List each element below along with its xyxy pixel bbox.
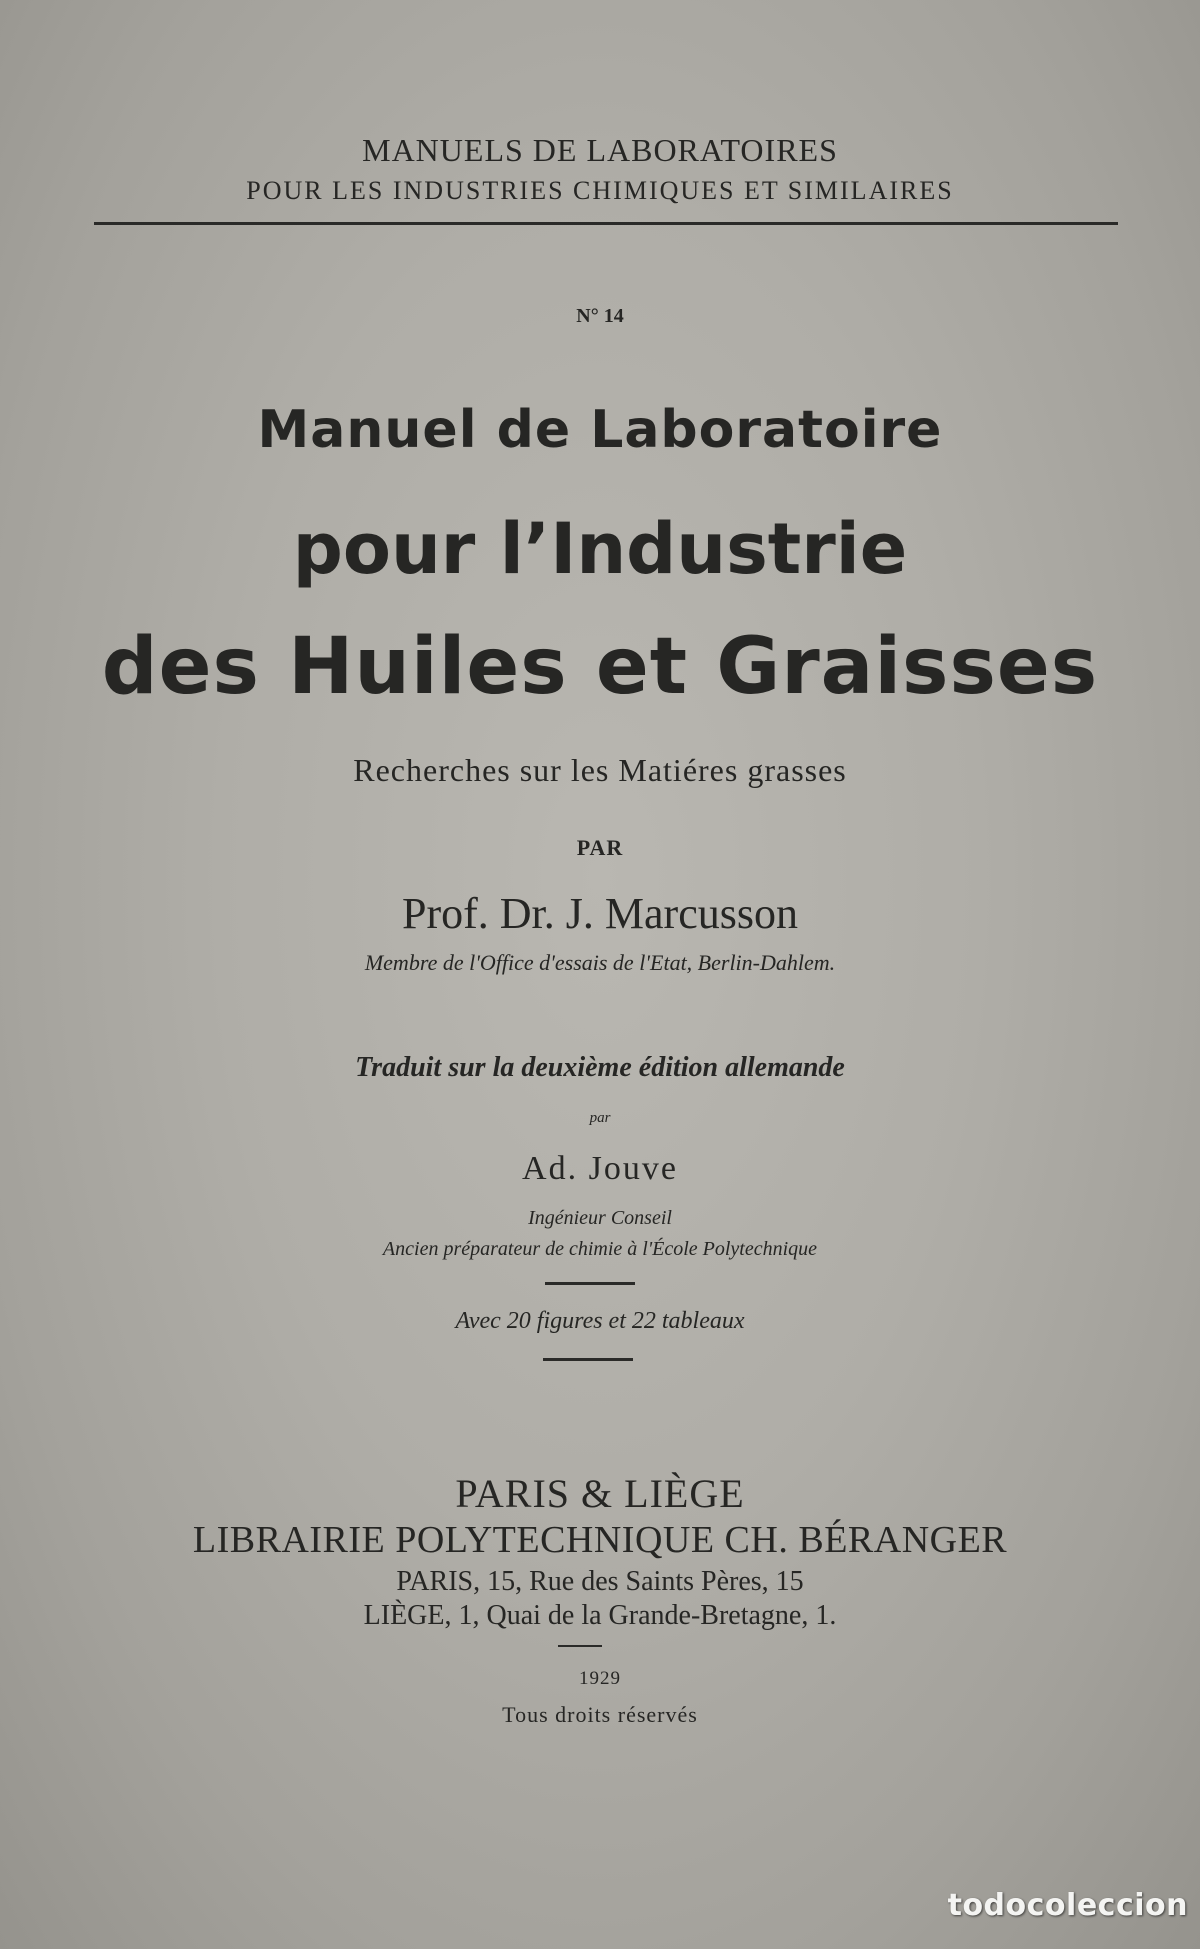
volume-number: N° 14 xyxy=(576,305,624,327)
divider-rule xyxy=(545,1282,635,1285)
divider-rule xyxy=(558,1645,602,1647)
publisher-address-liege: LIÈGE, 1, Quai de la Grande-Bretagne, 1. xyxy=(363,1600,837,1631)
author-affiliation: Membre de l'Office d'essais de l'Etat, Berlin-Dahlem. xyxy=(364,950,836,975)
publication-year: 1929 xyxy=(579,1668,621,1689)
book-title-line-2: pour l’Industrie xyxy=(292,508,908,590)
book-title-line-1: Manuel de Laboratoire xyxy=(257,400,943,460)
translated-by-label: par xyxy=(589,1110,611,1126)
translator-role-2: Ancien préparateur de chimie à l'École Polytechnique xyxy=(382,1238,818,1260)
publisher-name: LIBRAIRIE POLYTECHNIQUE CH. BÉRANGER xyxy=(192,1519,1008,1561)
series-title: MANUELS DE LABORATOIRES xyxy=(362,132,838,168)
by-label: PAR xyxy=(576,835,624,860)
watermark: todocoleccion xyxy=(947,1888,1188,1923)
rights-notice: Tous droits réservés xyxy=(502,1702,698,1727)
translator-role-1: Ingénieur Conseil xyxy=(528,1207,672,1229)
header-rule xyxy=(94,222,1118,225)
translation-note: Traduit sur la deuxième édition allemande xyxy=(355,1052,845,1083)
translator-name: Ad. Jouve xyxy=(522,1150,678,1187)
figures-note: Avec 20 figures et 22 tableaux xyxy=(455,1308,745,1334)
imprint-city: PARIS & LIÈGE xyxy=(455,1471,745,1516)
divider-rule xyxy=(543,1358,633,1361)
author-name: Prof. Dr. J. Marcusson xyxy=(402,889,798,938)
series-subtitle: POUR LES INDUSTRIES CHIMIQUES ET SIMILAIRES xyxy=(246,176,954,205)
book-subtitle: Recherches sur les Matiéres grasses xyxy=(353,752,847,788)
publisher-address-paris: PARIS, 15, Rue des Saints Pères, 15 xyxy=(396,1566,804,1597)
book-title-line-3: des Huiles et Graisses xyxy=(101,622,1099,712)
